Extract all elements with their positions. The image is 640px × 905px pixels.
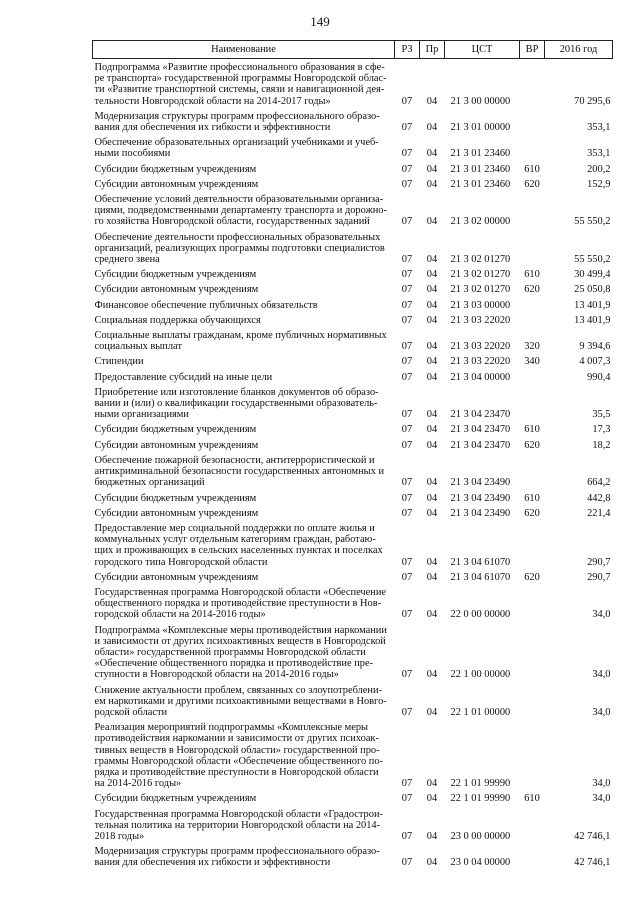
row-sum: 990,4	[587, 371, 611, 383]
row-rz: 07	[401, 178, 413, 190]
row-vr	[520, 452, 545, 490]
row-name: Обеспечение условий деятельности образовательными организа- циями, подведомственными департаменту транспорта и дорожно- го хозяйства Новгородской области, государственных заданий	[94, 194, 387, 228]
row-vr	[520, 312, 545, 327]
row-sum: 30 499,4	[574, 269, 611, 281]
table-row	[93, 229, 613, 267]
row-rz: 07	[401, 269, 413, 281]
row-cst: 21 3 04 23470	[450, 409, 511, 421]
row-pr: 04	[426, 314, 438, 326]
row-cst: 21 3 02 01270	[450, 254, 511, 266]
row-sum: 17,3	[592, 424, 611, 436]
row-cst: 21 3 01 23460	[450, 148, 511, 160]
table-row	[93, 490, 613, 505]
row-vr: 620	[524, 178, 540, 190]
row-name: Субсидии автономным учреждениям	[94, 507, 259, 519]
header-rz: РЗ	[395, 41, 420, 59]
row-cst: 21 3 04 23490	[450, 492, 511, 504]
row-cst: 21 3 04 00000	[450, 371, 511, 383]
table-row	[93, 134, 613, 160]
row-pr: 04	[426, 216, 438, 228]
row-vr	[520, 719, 545, 790]
row-name: Обеспечение деятельности профессиональных образовательных организаций, реализующих программы подготовки специалистов среднего звена	[94, 231, 385, 266]
row-name: Субсидии бюджетным учреждениям	[94, 424, 257, 436]
table-row	[93, 59, 613, 108]
row-vr: 620	[524, 439, 540, 451]
row-pr: 04	[426, 409, 438, 421]
row-name: Субсидии автономным учреждениям	[94, 284, 259, 296]
row-pr: 04	[426, 556, 438, 568]
row-cst: 22 1 01 99990	[450, 778, 511, 790]
row-vr: 340	[524, 356, 540, 368]
row-vr	[520, 297, 545, 312]
table-row	[93, 312, 613, 327]
row-pr: 04	[426, 669, 438, 681]
header-vr: ВР	[520, 41, 545, 59]
row-cst: 21 3 04 61070	[450, 571, 511, 583]
table-row	[93, 505, 613, 520]
row-name: Модернизация структуры программ профессионального образо- вания для обеспечения их гибкости и эффективности	[94, 110, 380, 134]
row-name: Финансовое обеспечение публичных обязательств	[94, 299, 318, 311]
row-name: Субсидии автономным учреждениям	[94, 439, 259, 451]
table-row	[93, 520, 613, 569]
row-cst: 23 0 04 00000	[450, 857, 511, 869]
row-cst: 21 3 04 23490	[450, 507, 511, 519]
row-pr: 04	[426, 299, 438, 311]
row-name: Государственная программа Новгородской области «Градострои- тельная политика на территории Новгородской области на 2014- 2018 годы»	[94, 808, 383, 842]
row-rz: 07	[401, 216, 413, 228]
table-row	[93, 682, 613, 720]
row-rz: 07	[401, 706, 413, 718]
row-vr	[520, 59, 545, 108]
row-pr: 04	[426, 371, 438, 383]
row-rz: 07	[401, 148, 413, 160]
row-cst: 22 1 01 00000	[450, 706, 511, 718]
row-vr	[520, 191, 545, 229]
row-cst: 21 3 03 00000	[450, 299, 511, 311]
row-rz: 07	[401, 669, 413, 681]
table-row	[93, 297, 613, 312]
row-name: Подпрограмма «Комплексные меры противодействия наркомании и зависимости от других психоактивных веществ в Новгородской области» государственной программы Новгородской области «Обеспечение общественного порядка и противодействие пре- ступности в Новгородской области на 2014-2016 годы»	[94, 624, 387, 681]
row-sum: 353,1	[587, 148, 611, 160]
table-row	[93, 622, 613, 682]
table-row	[93, 584, 613, 622]
row-sum: 290,7	[587, 556, 611, 568]
row-cst: 21 3 02 01270	[450, 284, 511, 296]
row-name: Предоставление мер социальной поддержки по оплате жилья и коммунальных услуг отдельным категориям граждан, работаю- щих и проживающих в сельских населенных пунктах и поселках городского типа Новгородской области	[94, 522, 383, 568]
row-pr: 04	[426, 571, 438, 583]
row-rz: 07	[401, 371, 413, 383]
row-vr	[520, 843, 545, 869]
table-row	[93, 719, 613, 790]
header-name: Наименование	[93, 41, 395, 59]
budget-table	[92, 40, 613, 870]
row-vr	[520, 584, 545, 622]
row-rz: 07	[401, 857, 413, 869]
row-sum: 152,9	[587, 178, 611, 190]
row-pr: 04	[426, 148, 438, 160]
header-cst: ЦСТ	[445, 41, 520, 59]
row-rz: 07	[401, 609, 413, 621]
row-pr: 04	[426, 477, 438, 489]
table-row	[93, 161, 613, 176]
row-sum: 34,0	[592, 706, 611, 718]
row-sum: 34,0	[592, 669, 611, 681]
row-sum: 42 746,1	[574, 857, 611, 869]
row-sum: 35,5	[592, 409, 611, 421]
row-pr: 04	[426, 341, 438, 353]
row-pr: 04	[426, 507, 438, 519]
row-name: Государственная программа Новгородской области «Обеспечение общественного порядка и противодействие преступности в Нов- городской области на 2014-2016 годы»	[94, 586, 386, 621]
row-name: Социальные выплаты гражданам, кроме публичных нормативных социальных выплат	[94, 330, 387, 353]
row-cst: 21 3 02 00000	[450, 216, 511, 228]
row-name: Субсидии автономным учреждениям	[94, 178, 259, 190]
row-rz: 07	[401, 439, 413, 451]
row-pr: 04	[426, 439, 438, 451]
row-name: Обеспечение пожарной безопасности, антитеррористической и антикриминальной безопасности государственных автономных и бюджетных организаций	[94, 454, 385, 489]
row-sum: 4 007,3	[579, 356, 611, 368]
table-row	[93, 191, 613, 229]
row-cst: 21 3 03 22020	[450, 356, 511, 368]
row-sum: 34,0	[592, 609, 611, 621]
table-row	[93, 266, 613, 281]
row-cst: 22 1 00 00000	[450, 669, 511, 681]
row-vr: 610	[524, 424, 540, 436]
row-rz: 07	[401, 778, 413, 790]
row-sum: 34,0	[592, 778, 611, 790]
row-pr: 04	[426, 609, 438, 621]
table-row	[93, 437, 613, 452]
row-pr: 04	[426, 778, 438, 790]
row-vr	[520, 384, 545, 422]
row-vr	[520, 108, 545, 134]
row-sum: 25 050,8	[574, 284, 611, 296]
row-sum: 55 550,2	[574, 216, 611, 228]
row-sum: 9 394,6	[579, 341, 611, 353]
table-row	[93, 421, 613, 436]
row-rz: 07	[401, 254, 413, 266]
row-vr: 620	[524, 507, 540, 519]
table-row	[93, 569, 613, 584]
row-vr	[520, 134, 545, 160]
row-pr: 04	[426, 356, 438, 368]
row-rz: 07	[401, 571, 413, 583]
row-name: Социальная поддержка обучающихся	[94, 314, 261, 326]
header-year: 2016 год	[545, 41, 613, 59]
row-vr: 320	[524, 341, 540, 353]
row-name: Субсидии автономным учреждениям	[94, 571, 259, 583]
row-cst: 22 0 00 00000	[450, 609, 511, 621]
row-cst: 21 3 00 00000	[450, 95, 511, 107]
row-sum: 221,4	[587, 507, 611, 519]
row-vr	[520, 622, 545, 682]
row-name: Субсидии бюджетным учреждениям	[94, 492, 257, 504]
row-pr: 04	[426, 178, 438, 190]
table-row	[93, 790, 613, 805]
row-rz: 07	[401, 492, 413, 504]
row-cst: 21 3 01 23460	[450, 163, 511, 175]
row-rz: 07	[401, 409, 413, 421]
row-sum: 442,8	[587, 492, 611, 504]
row-cst: 21 3 04 23470	[450, 424, 511, 436]
row-sum: 42 746,1	[574, 830, 611, 842]
row-sum: 13 401,9	[574, 314, 611, 326]
row-pr: 04	[426, 284, 438, 296]
row-rz: 07	[401, 95, 413, 107]
row-pr: 04	[426, 793, 438, 805]
table-row	[93, 281, 613, 296]
row-vr: 610	[524, 269, 540, 281]
row-sum: 200,2	[587, 163, 611, 175]
header-pr: Пр	[420, 41, 445, 59]
row-pr: 04	[426, 269, 438, 281]
row-rz: 07	[401, 284, 413, 296]
page-number: 149	[310, 14, 330, 29]
row-rz: 07	[401, 341, 413, 353]
table-row	[93, 806, 613, 844]
row-rz: 07	[401, 477, 413, 489]
row-name: Снижение актуальности проблем, связанных со злоупотреблени- ем наркотиками и другими психоактивными веществами в Новго- родской области	[94, 684, 387, 718]
row-name: Стипендии	[94, 356, 144, 368]
row-vr: 620	[524, 571, 540, 583]
row-cst: 21 3 02 01270	[450, 269, 511, 281]
row-rz: 07	[401, 163, 413, 175]
row-sum: 664,2	[587, 477, 611, 489]
row-sum: 13 401,9	[574, 299, 611, 311]
row-pr: 04	[426, 857, 438, 869]
row-name: Субсидии бюджетным учреждениям	[94, 163, 257, 175]
row-name: Обеспечение образовательных организаций учебниками и учеб- ными пособиями	[94, 137, 379, 160]
row-cst: 21 3 03 22020	[450, 314, 511, 326]
row-vr: 610	[524, 163, 540, 175]
table-row	[93, 176, 613, 191]
row-sum: 290,7	[587, 571, 611, 583]
row-cst: 22 1 01 99990	[450, 793, 511, 805]
row-pr: 04	[426, 830, 438, 842]
row-rz: 07	[401, 556, 413, 568]
table-body	[93, 59, 613, 870]
row-rz: 07	[401, 830, 413, 842]
row-vr: 610	[524, 793, 540, 805]
row-rz: 07	[401, 314, 413, 326]
row-rz: 07	[401, 424, 413, 436]
row-name: Предоставление субсидий на иные цели	[94, 371, 273, 383]
row-rz: 07	[401, 793, 413, 805]
row-name: Подпрограмма «Развитие профессионального образования в сфе- ре транспорта» государственной программы Новгородской облас- ти «Развитие транспортной системы, связи и навигационной дея- тельности Новгородской области на 2014-2017 годы»	[94, 62, 387, 107]
table-row	[93, 327, 613, 353]
row-pr: 04	[426, 163, 438, 175]
row-cst: 21 3 04 23490	[450, 477, 511, 489]
row-sum: 353,1	[587, 122, 611, 134]
row-cst: 21 3 03 22020	[450, 341, 511, 353]
row-pr: 04	[426, 254, 438, 266]
table-row	[93, 384, 613, 422]
row-vr	[520, 520, 545, 569]
table-row	[93, 108, 613, 134]
row-rz: 07	[401, 356, 413, 368]
table-row	[93, 843, 613, 869]
row-pr: 04	[426, 95, 438, 107]
row-rz: 07	[401, 122, 413, 134]
row-vr: 610	[524, 492, 540, 504]
row-cst: 23 0 00 00000	[450, 830, 511, 842]
row-cst: 21 3 04 61070	[450, 556, 511, 568]
row-name: Приобретение или изготовление бланков документов об образо- вании и (или) о квалификации государственными образователь- ными организациями	[94, 386, 379, 421]
row-vr: 620	[524, 284, 540, 296]
table-header-row	[93, 41, 613, 59]
row-sum: 34,0	[592, 793, 611, 805]
row-cst: 21 3 01 00000	[450, 122, 511, 134]
table-row	[93, 353, 613, 368]
row-pr: 04	[426, 122, 438, 134]
row-pr: 04	[426, 424, 438, 436]
row-vr	[520, 229, 545, 267]
row-rz: 07	[401, 299, 413, 311]
row-cst: 21 3 04 23470	[450, 439, 511, 451]
row-rz: 07	[401, 507, 413, 519]
row-sum: 55 550,2	[574, 254, 611, 266]
row-pr: 04	[426, 706, 438, 718]
row-vr	[520, 806, 545, 844]
row-sum: 18,2	[592, 439, 611, 451]
row-vr	[520, 369, 545, 384]
table-row	[93, 452, 613, 490]
row-name: Субсидии бюджетным учреждениям	[94, 269, 257, 281]
row-cst: 21 3 01 23460	[450, 178, 511, 190]
row-vr	[520, 682, 545, 720]
row-name: Модернизация структуры программ профессионального образо- вания для обеспечения их гибкости и эффективности	[94, 846, 380, 869]
row-name: Реализация мероприятий подпрограммы «Комплексные меры противодействия наркомании и зависимости от других психоак- тивных веществ в Новгородской области» государственной про- граммы Новгородской области «Обеспечение общественного по- рядка и противодействие преступности в Новгородской области на 2014-2016 годы»	[94, 722, 384, 790]
table-row	[93, 369, 613, 384]
row-name: Субсидии бюджетным учреждениям	[94, 793, 257, 805]
row-pr: 04	[426, 492, 438, 504]
row-sum: 70 295,6	[574, 95, 611, 107]
